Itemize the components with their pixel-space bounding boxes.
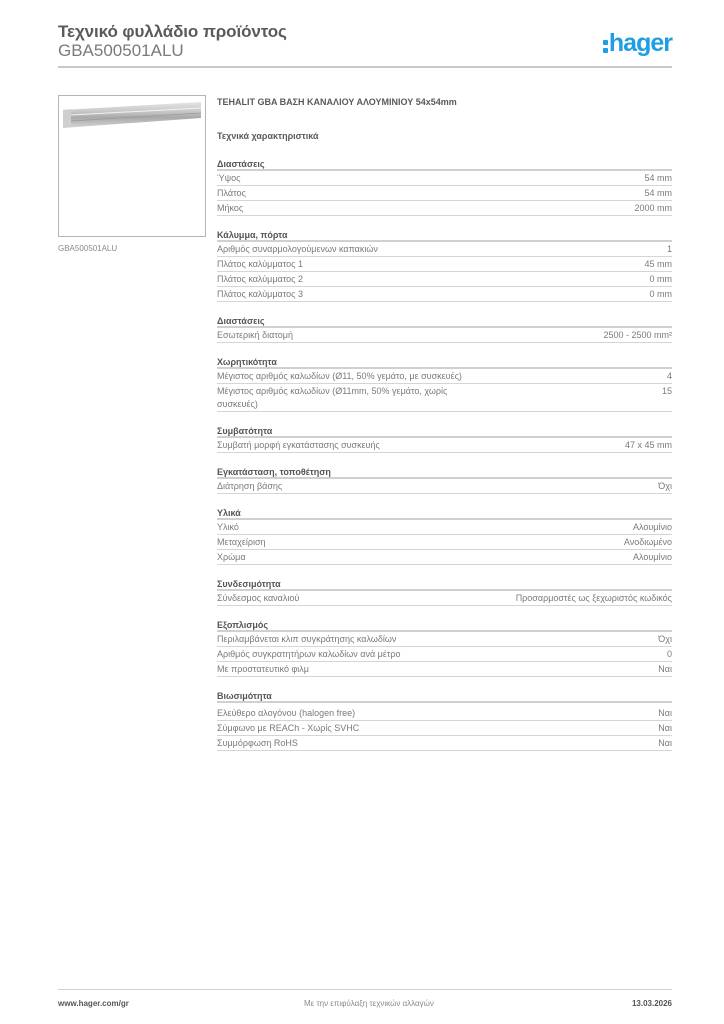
section-cover	[217, 229, 672, 302]
section-installation	[217, 466, 672, 494]
spec-row: Αριθμός συναρμολογούμενων καπακιών 1	[217, 242, 672, 257]
section-title: Εγκατάσταση, τοποθέτηση	[217, 466, 672, 479]
aluminium-rail-icon	[63, 102, 201, 128]
spec-row: Πλάτος καλύμματος 1 45 mm	[217, 257, 672, 272]
section-title: Υλικά	[217, 507, 672, 520]
spec-row: Συμβατή μορφή εγκατάστασης συσκευής 47 x 45 mm	[217, 438, 672, 453]
section-title: Διαστάσεις	[217, 315, 672, 328]
spec-row: Περιλαμβάνεται κλιπ συγκράτησης καλωδίων Όχι	[217, 632, 672, 647]
page-header	[58, 20, 672, 68]
section-compatibility	[217, 425, 672, 453]
image-caption: GBA500501ALU	[58, 244, 118, 253]
spec-row: Συμμόρφωση RoHS Ναι	[217, 736, 672, 751]
section-title: Συνδεσιμότητα	[217, 578, 672, 591]
spec-row: Μέγιστος αριθμός καλωδίων (Ø11, 50% γεμάτο, με συσκευές) 4	[217, 369, 672, 384]
hager-logo	[603, 29, 672, 58]
section-title: Βιωσιμότητα	[217, 690, 672, 703]
spec-row: Ελεύθερο αλογόνου (halogen free) Ναι	[217, 706, 672, 721]
section-title: Εξοπλισμός	[217, 619, 672, 632]
spec-row: Υλικό Αλουμίνιο	[217, 520, 672, 535]
section-dimensions-2	[217, 315, 672, 343]
spec-row: Χρώμα Αλουμίνιο	[217, 550, 672, 565]
logo-text: hager	[608, 29, 672, 57]
product-image	[58, 95, 206, 237]
footer-note: Με την επιφύλαξη τεχνικών αλλαγών	[304, 999, 434, 1008]
spec-row: Με προστατευτικό φιλμ Ναι	[217, 662, 672, 677]
section-dimensions	[217, 158, 672, 216]
tech-heading: Τεχνικά χαρακτηριστικά	[217, 131, 319, 141]
section-sustainability	[217, 690, 672, 751]
spec-row: Μέγιστος αριθμός καλωδίων (Ø11mm, 50% γεμάτο, χωρίς συσκευές) 15	[217, 384, 672, 412]
section-capacity	[217, 356, 672, 412]
section-title: Διαστάσεις	[217, 158, 672, 171]
section-materials	[217, 507, 672, 565]
spec-content	[217, 96, 672, 751]
page-footer	[58, 989, 672, 1015]
spec-row: Αριθμός συγκρατητήρων καλωδίων ανά μέτρο 0	[217, 647, 672, 662]
section-connectivity	[217, 578, 672, 606]
spec-row: Μήκος 2000 mm	[217, 201, 672, 216]
section-equipment	[217, 619, 672, 677]
spec-row: Πλάτος καλύμματος 2 0 mm	[217, 272, 672, 287]
spec-row: Σύμφωνο με REACh - Χωρίς SVHC Ναι	[217, 721, 672, 736]
section-title: Χωρητικότητα	[217, 356, 672, 369]
spec-row: Εσωτερική διατομή 2500 - 2500 mm²	[217, 328, 672, 343]
spec-row: Πλάτος 54 mm	[217, 186, 672, 201]
section-title: Κάλυμμα, πόρτα	[217, 229, 672, 242]
document-title: Τεχνικό φυλλάδιο προϊόντος	[58, 22, 287, 41]
product-title: TEHALIT GBA ΒΑΣΗ ΚΑΝΑΛΙΟΥ ΑΛΟΥΜΙΝΙΟΥ 54x54mm	[217, 97, 457, 107]
spec-row: Μεταχείριση Ανοδιωμένο	[217, 535, 672, 550]
spec-row: Διάτρηση βάσης Όχι	[217, 479, 672, 494]
footer-date: 13.03.2026	[631, 999, 672, 1008]
product-code: GBA500501ALU	[58, 41, 184, 60]
spec-row: Ύψος 54 mm	[217, 171, 672, 186]
spec-row: Σύνδεσμος καναλιού Προσαρμοστές ως ξεχωριστός κωδικός	[217, 591, 672, 606]
footer-url-link[interactable]: www.hager.com/gr	[58, 999, 129, 1008]
spec-row: Πλάτος καλύμματος 3 0 mm	[217, 287, 672, 302]
section-title: Συμβατότητα	[217, 425, 672, 438]
